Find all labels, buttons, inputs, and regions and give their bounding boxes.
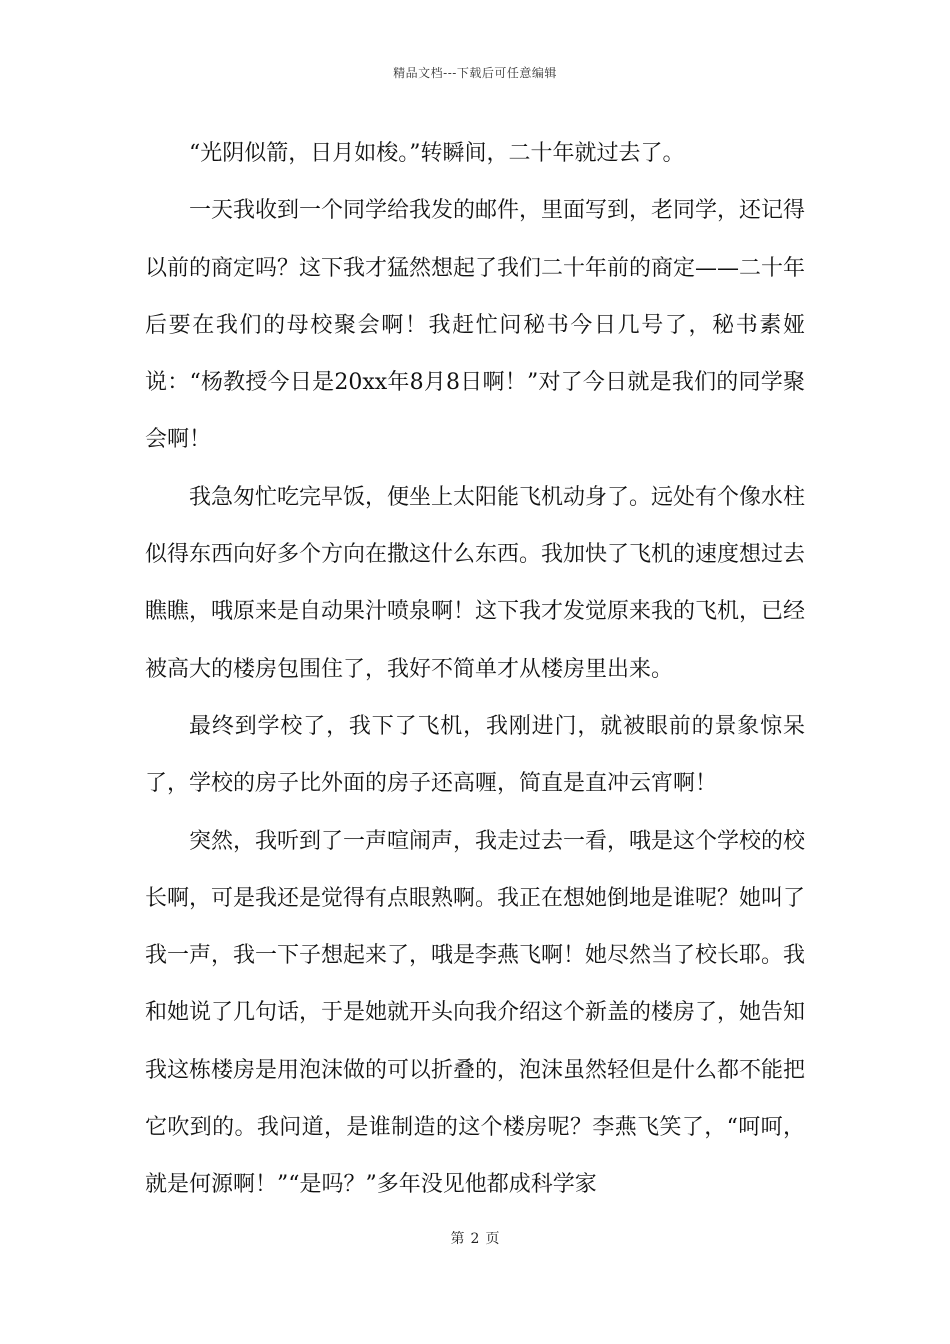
page-number: 2 — [470, 1231, 480, 1247]
page-suffix: 页 — [485, 1231, 500, 1247]
page-footer — [0, 1228, 950, 1248]
paragraph-2: 一天我收到一个同学给我发的邮件，里面写到，老同学，还记得以前的商定吗？这下我才猛然想起了我们二十年前的商定——二十年后要在我们的母校聚会啊！我赶忙问秘书今日几号了，秘书素娅说：“杨教授今日是20xx年8月8日啊！”对了今日就是我们的同学聚会啊！ — [145, 198, 806, 453]
page-prefix: 第 — [450, 1231, 465, 1247]
paragraph-1: “光阴似箭，日月如梭。”转瞬间，二十年就过去了。 — [189, 141, 685, 166]
paragraph-5: 突然，我听到了一声喧闹声，我走过去一看，哦是这个学校的校长啊，可是我还是觉得有点眼熟啊。我正在想她倒地是谁呢？她叫了我一声，我一下子想起来了，哦是李燕飞啊！她尽然当了校长耶。我和她说了几句话，于是她就开头向我介绍这个新盖的楼房了，她告知我这栋楼房是用泡沫做的可以折叠的，泡沫虽然轻但是什么都不能把它吹到的。我问道，是谁制造的这个楼房呢？李燕飞笑了，“呵呵，就是何源啊！”“是吗？”多年没见他都成科学家 — [145, 828, 806, 1198]
paragraph-3: 我急匆忙吃完早饭，便坐上太阳能飞机动身了。远处有个像水柱似得东西向好多个方向在撒这什么东西。我加快了飞机的速度想过去瞧瞧，哦原来是自动果汁喷泉啊！这下我才发觉原来我的飞机，已经被高大的楼房包围住了，我好不简单才从楼房里出来。 — [145, 484, 806, 682]
document-body — [145, 125, 805, 1214]
paragraph-4: 最终到学校了，我下了飞机，我刚进门，就被眼前的景象惊呆了，学校的房子比外面的房子还高喱，简直是直冲云宵啊！ — [145, 713, 805, 797]
page-header: 精品文档---下载后可任意编辑 — [393, 66, 557, 80]
